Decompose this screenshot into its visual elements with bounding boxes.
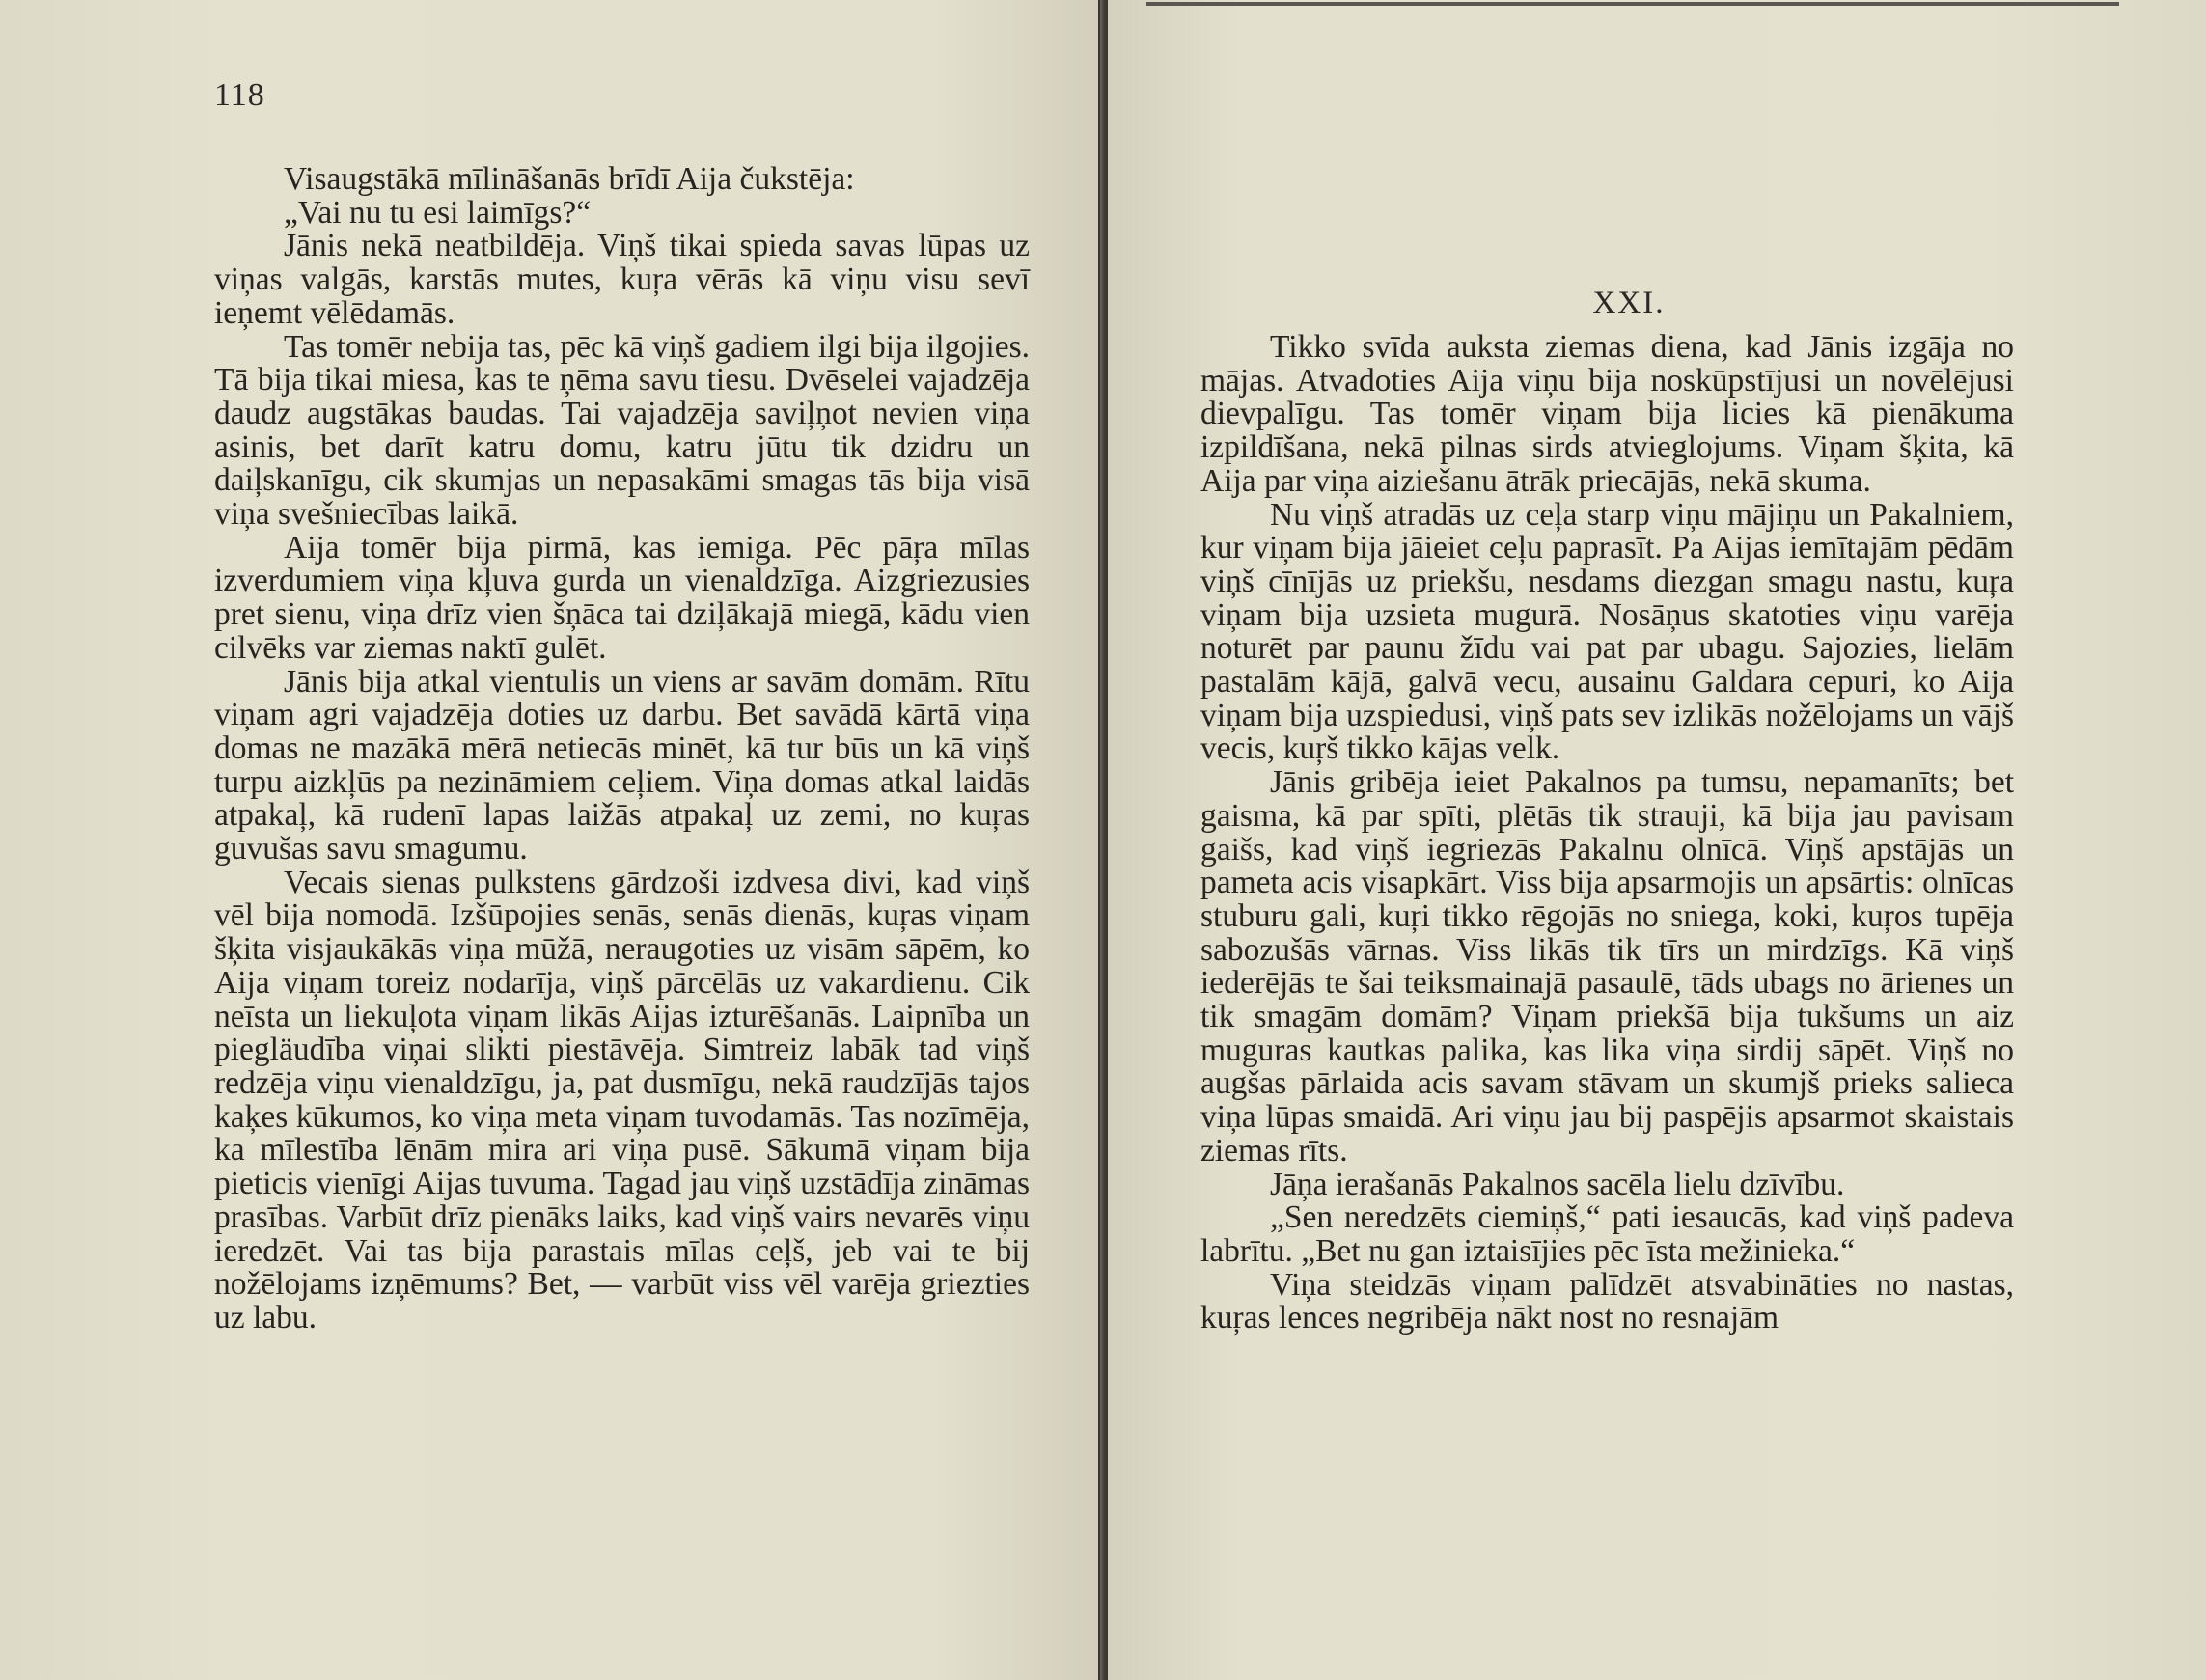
right-page-text: [1200, 331, 2014, 1336]
paragraph: Jāņa ierašanās Pakalnos sacēla lielu dzīvību.: [1270, 1166, 1845, 1202]
paragraph: Jānis bija atkal vientulis un viens ar savām domām. Rītu viņam agri vajadzēja doties uz darbu. Bet savādā kārtā viņa domas ne mazākā mērā netiecās minēt, kā tur būs un kā viņš turpu aizkļūs pa nezināmiem ceļiem. Viņa domas atkal laidās atpakaļ, kā rudenī lapas laižās atpakaļ uz zemi, no kuŗas guvušas savu smagumu.: [214, 663, 1030, 868]
paragraph: Viņa steidzās viņam palīdzēt atsvabināties no nastas, kuŗas lences negribēja nākt nost no resnajām: [1200, 1266, 2014, 1336]
paragraph: Tas tomēr nebija tas, pēc kā viņš gadiem ilgi bija ilgojies. Tā bija tikai miesa, kas te ņēma savu tiesu. Dvēselei vajadzēja daudz augstākas baudas. Tai vajadzēja saviļņot nevien viņa asinis, bet darīt katru domu, katru jūtu tik dzidru un daiļskanīgu, cik skumjas un nepasakāmi smagas tās bija visā viņa svešniecības laikā.: [214, 328, 1030, 533]
page-number: 118: [214, 77, 265, 113]
paragraph: Vecais sienas pulkstens gārdzoši izdvesa divi, kad viņš vēl bija nomodā. Izšūpojies senās, senās dienās, kuŗas viņam šķita visjaukākās viņa mūžā, neraugoties uz visām sāpēm, ko Aija viņam toreiz nodarīja, viņš pārcēlās uz vakardienu. Cik neīsta un liekuļota viņam likās Aijas izturēšanās. Laipnība un piegläudība viņai slikti piestāvēja. Simtreiz labāk tad viņš redzēja viņu vienaldzīgu, ja, pat dusmīgu, nekā raudzījās tajos kaķes kūkumos, ko viņa meta viņam tuvodamās. Tas nozīmēja, ka mīlestība lēnām mira ari viņa pusē. Sākumā viņam bija pieticis vienīgi Aijas tuvuma. Tagad jau viņš uzstādīja zināmas prasības. Varbūt drīz pienāks laiks, kad viņš vairs nevarēs viņu ieredzēt. Vai tas bija parastais mīlas ceļš, jeb vai te bij nožēlojams izņēmums? Bet, — varbūt viss vēl varēja griezties uz labu.: [214, 864, 1030, 1336]
paragraph: Nu viņš atradās uz ceļa starp viņu mājiņu un Pakalniem, kur viņam bija jāieiet ceļu paprasīt. Pa Aijas iemītajām pēdām viņš cīnījās uz priekšu, nesdams diezgan smagu nastu, kuŗa viņam bija uzsieta mugurā. Nosāņus skatoties viņu varēja noturēt par paunu žīdu vai pat par ubagu. Sajozies, lielām pastalām kājā, galvā vecu, ausainu Galdara cepuri, ko Aija viņam bija uzspiedusi, viņš pats sev izlikās nožēlojams un vājš vecis, kuŗš tikko kājas velk.: [1200, 496, 2014, 767]
paragraph: Aija tomēr bija pirmā, kas iemiga. Pēc pāŗa mīlas izverdumiem viņa kļuva gurda un vienaldzīga. Aizgriezusies pret sienu, viņa drīz vien šņāca tai dziļākajā miegā, kādu vien cilvēks var ziemas naktī gulēt.: [214, 529, 1030, 666]
paragraph: Jānis nekā neatbildēja. Viņš tikai spieda savas lūpas uz viņas valgās, karstās mutes, kuŗa vērās kā viņu visu sevī ieņemt vēlēdamās.: [214, 228, 1030, 331]
paragraph: Jānis gribēja ieiet Pakalnos pa tumsu, nepamanīts; bet gaisma, kā par spīti, plētās tik strauji, kā bija jau pavisam gaišs, kad viņš iegriezās Pakalnu olnīcā. Viņš apstājās un pameta acis visapkārt. Viss bija apsarmojis un apsārtis: olnīcas stuburu gali, kuŗi tikko rēgojās no sniega, koki, kuŗos tupēja sabozušās vārnas. Viss likās tik tīrs un mirdzīgs. Kā viņš iederējās te šai teiksmainajā pasaulē, tāds ubags no ārienes un tik smagām domām? Viņam priekšā bija tukšums un aiz muguras kautkas palika, kas lika viņa sirdij sāpēt. Viņš no augšas pārlaida acis savam stāvam un skumjš prieks salieca viņa lūpas smaidā. Ari viņu jau bij paspējis apsarmot skaistais ziemas rīts.: [1200, 764, 2014, 1169]
left-page-text: [214, 163, 1030, 1336]
paragraph: „Sen neredzēts ciemiņš,“ pati iesaucās, kad viņš padeva labrītu. „Bet nu gan iztaisījies pēc īsta mežinieka.“: [1200, 1199, 2014, 1269]
chapter-heading: XXI.: [1592, 286, 1666, 320]
paragraph: Tikko svīda auksta ziemas diena, kad Jānis izgāja no mājas. Atvadoties Aija viņu bija noskūpstījusi un novēlējusi dievpalīgu. Tas tomēr viņam bija licies kā pienākuma izpildīšana, nekā pilnas sirds atvieglojums. Viņam šķita, kā Aija par viņa aiziešanu ātrāk priecājās, nekā skuma.: [1200, 329, 2014, 499]
right-page: [1106, 0, 2206, 1680]
page-edge-rule: [1146, 2, 2119, 6]
left-page: [0, 0, 1100, 1680]
paragraph: „Vai nu tu esi laimīgs?“: [284, 194, 592, 231]
paragraph: Visaugstākā mīlināšanās brīdī Aija čukstēja:: [284, 161, 855, 197]
